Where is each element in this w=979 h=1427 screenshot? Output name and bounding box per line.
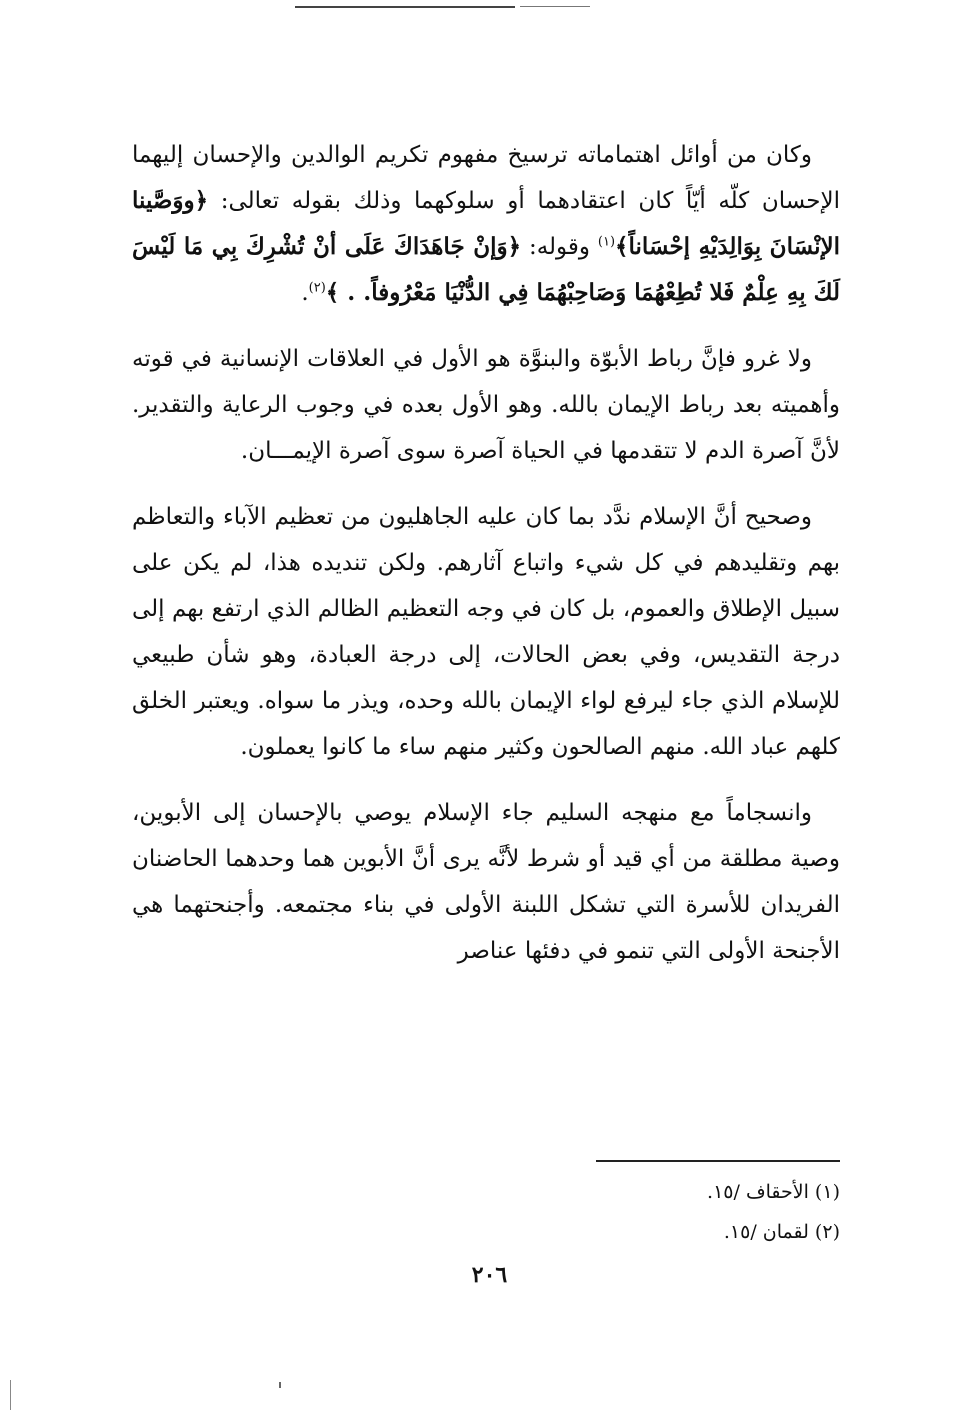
page-number: ٢٠٦ (471, 1262, 508, 1288)
quran-verse-1: ﴿ووَصَّينا الإنْسَانَ بِوَالِدَيْهِ إحْسَاناً﴾ (132, 187, 840, 260)
footnote-divider (596, 1160, 840, 1162)
paragraph-1 (132, 132, 840, 316)
header-rule-secondary (520, 6, 590, 7)
footnotes (500, 1172, 840, 1252)
header-rule (295, 6, 515, 8)
body-text (132, 132, 840, 994)
paragraph-4: وانسجاماً مع منهجه السليم جاء الإسلام يوصي بالإحسان إلى الأبوين، وصية مطلقة من أي قيد أو شرط لأنَّه يرى أنَّ الأبوين هما وحدهما الحاضنان الفريدان للأسرة التي تشكل اللبنة الأولى في بناء مجتمعه. وأجنحتهما هي الأجنحة الأولى التي تنمو في دفئها عناصر (132, 800, 840, 964)
paragraph-1-middle: وقوله: (521, 234, 598, 260)
paragraph-2: ولا غرو فإنَّ رباط الأبوّة والبنوَّة هو الأول في العلاقات الإنسانية في قوته وأهميته بعد رباط الإيمان بالله. وهو الأول بعده في وجوب الرعاية والتقدير. لأنَّ آصرة الدم لا تتقدمها في الحياة آصرة سوى آصرة الإيمـــان. (132, 346, 840, 464)
paragraph-1-end: . (301, 280, 309, 306)
footnote-ref-1: (١) (597, 234, 616, 250)
footnote-1: (١) الأحقاف /١٥. (707, 1181, 840, 1203)
paragraph-3: وصحيح أنَّ الإسلام ندَّد بما كان عليه الجاهليون من تعظيم الآباء والتعاظم بهم وتقليدهم في كل شيء واتباع آثارهم. ولكن تنديده هذا، لم يكن على سبيل الإطلاق والعموم، بل كان في وجه التعظيم الظالم الذي ارتفع بهم إلى درجة التقديس، وفي بعض الحالات، إلى درجة العبادة، وهو شأن طبيعي للإسلام الذي جاء ليرفع لواء الإيمان بالله وحده، ويذر ما سواه. ويعتبر الخلق كلهم عباد الله. منهم الصالحون وكثير منهم ساء ما كانوا يعملون. (132, 504, 840, 760)
scan-speck (279, 1382, 281, 1388)
paragraph-1-intro: وكان من أوائل اهتماماته ترسيخ مفهوم تكريم الوالدين والإحسان إليهما الإحسان كلّه أيّاً كان اعتقادهما أو سلوكهما وذلك بقوله تعالى: (132, 142, 840, 214)
footnote-2: (٢) لقمان /١٥. (723, 1221, 840, 1243)
scan-edge-mark (10, 1380, 11, 1410)
footnote-ref-2: (٢) (308, 280, 326, 296)
quran-verse-2: ﴿وَإنْ جَاهَدَاكَ عَلَى أنْ تُشْرِكَ بِي مَا لَيْسَ لَكَ بِهِ عِلْمٌ فَلا تُطِعْهُمَا وَصَاحِبْهُمَا فِي الدُّنْيَا مَعْرُوفاً. . ﴾ (132, 233, 840, 306)
